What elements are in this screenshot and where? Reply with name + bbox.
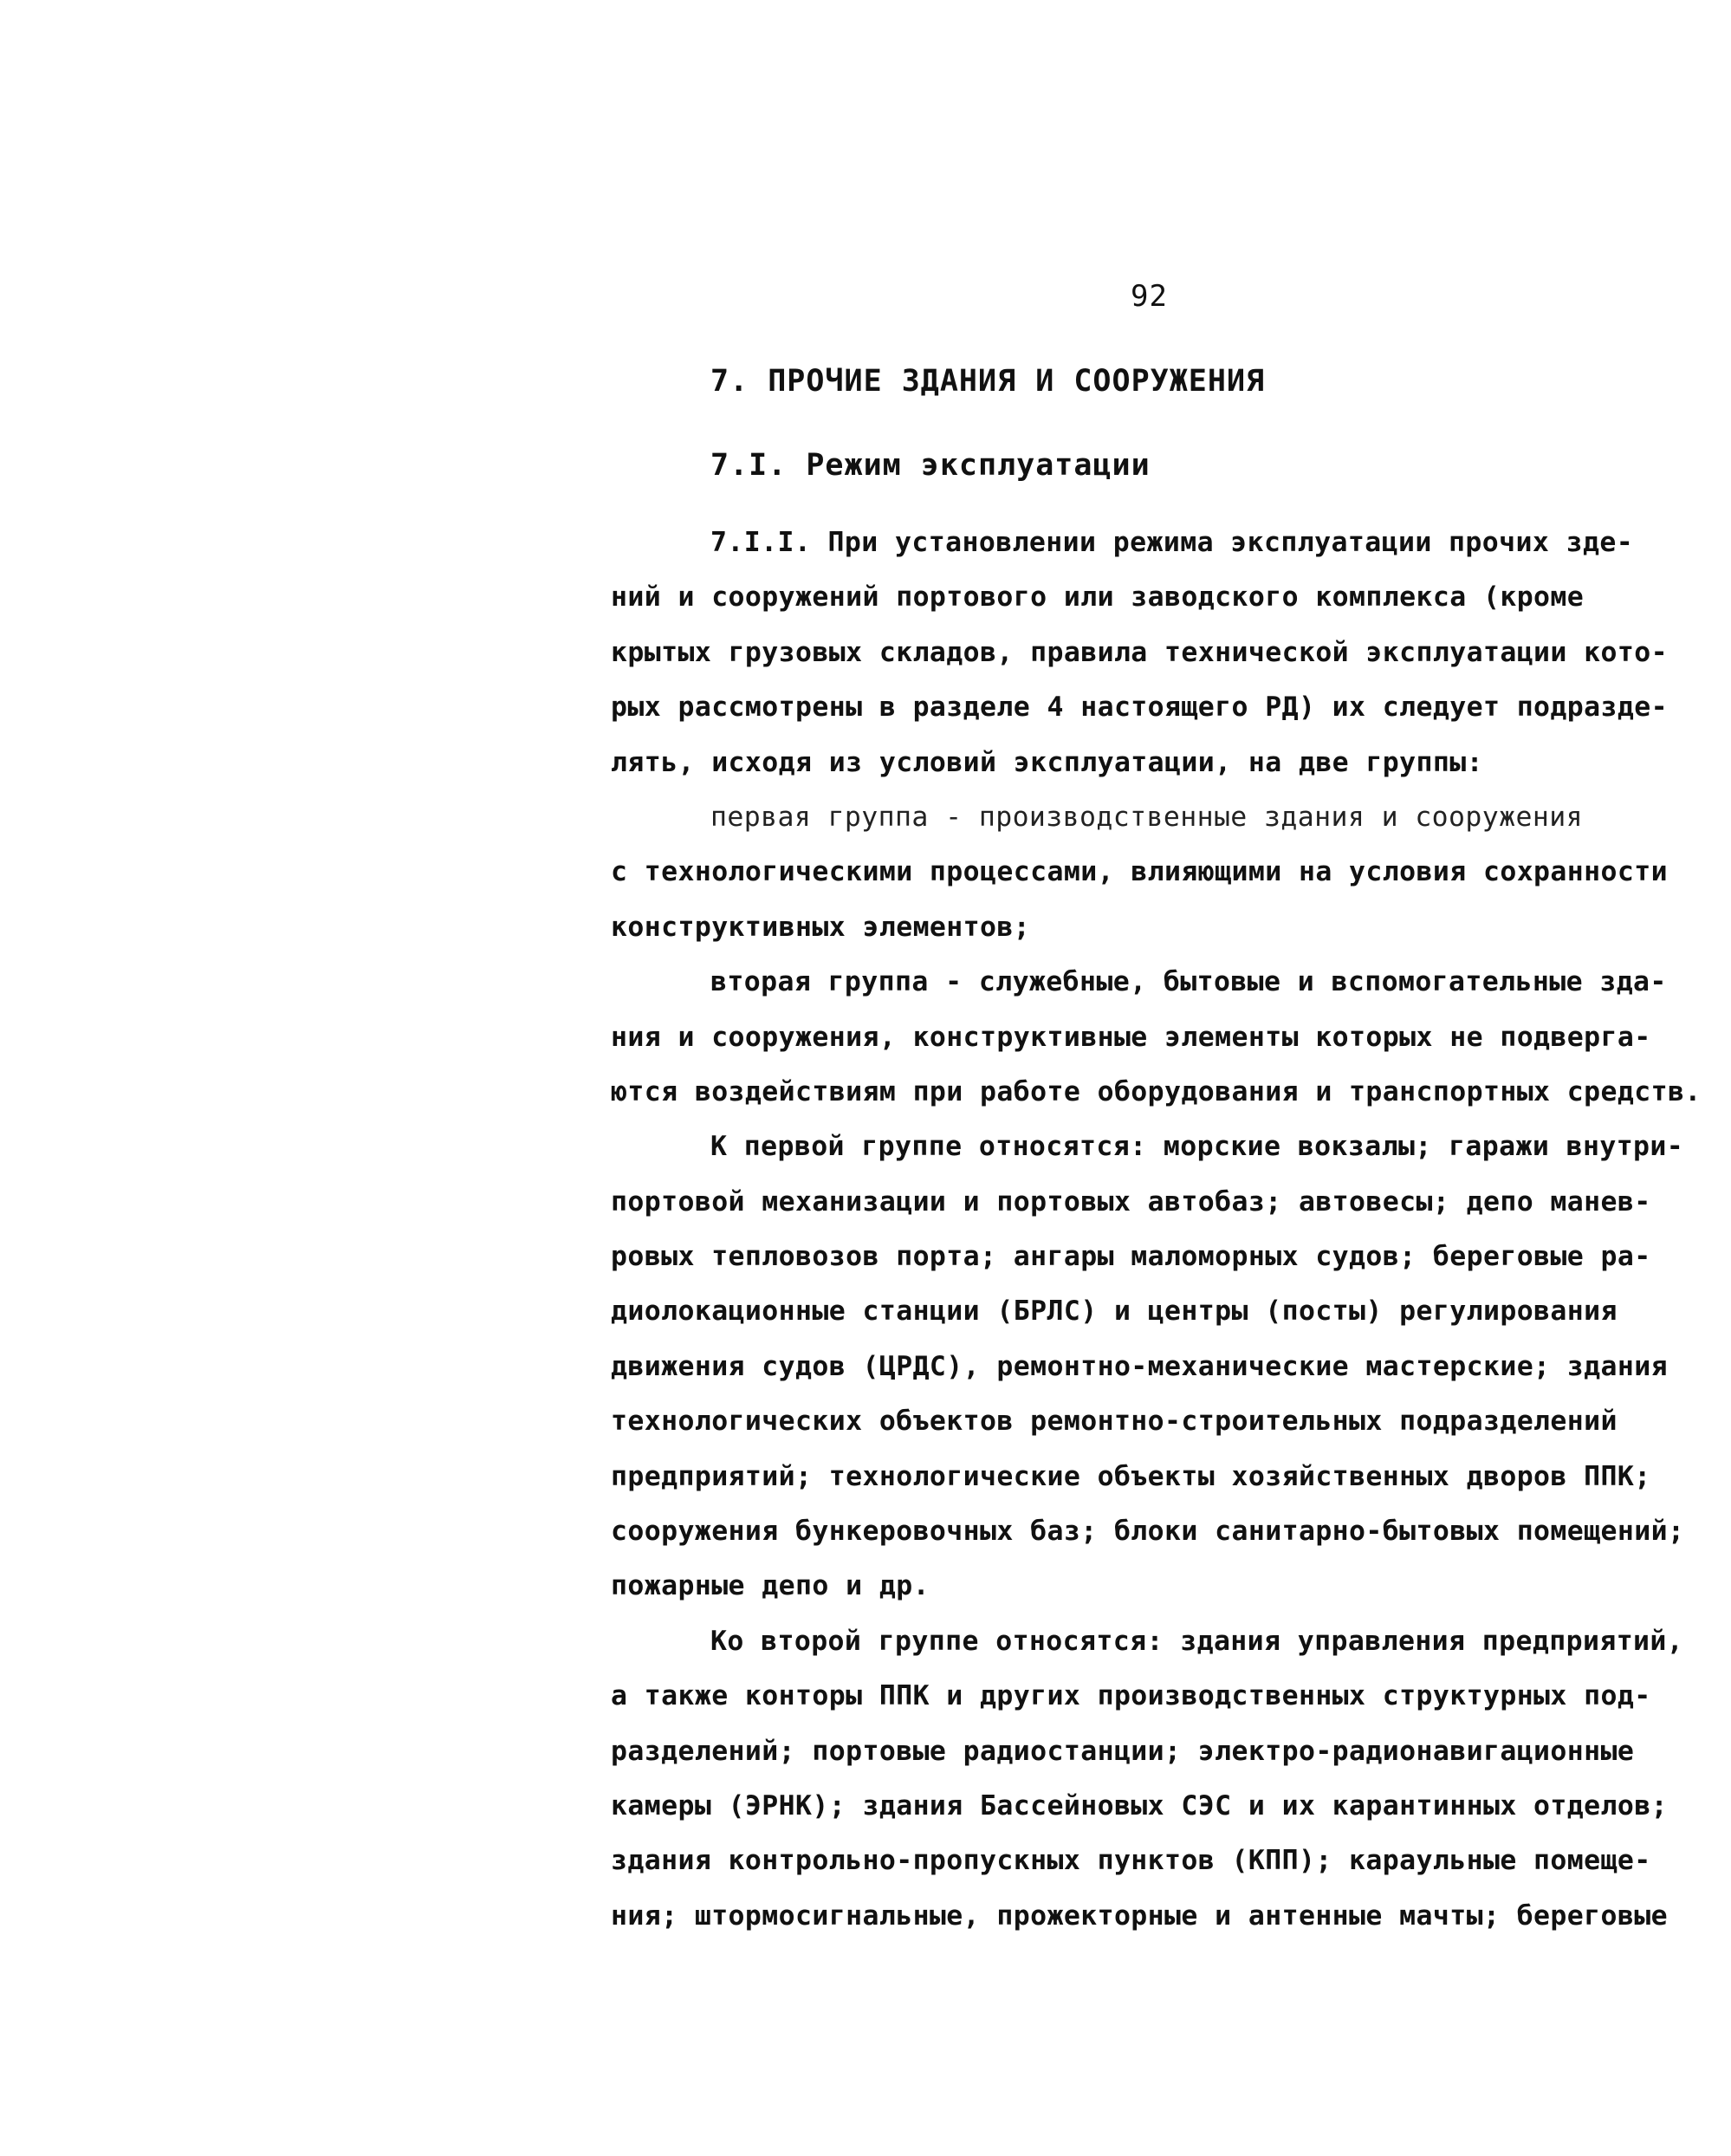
text-line: движения судов (ЦРДС), ремонтно-механические мастерские; здания: [611, 1350, 1668, 1382]
text-line: Ко второй группе относятся: здания управления предприятий,: [710, 1625, 1684, 1657]
text-line: лять, исходя из условий эксплуатации, на две группы:: [611, 746, 1483, 778]
subsection-title: 7.I. Режим эксплуатации: [710, 448, 1151, 483]
text-line: ния; штормосигнальные, прожекторные и антенные мачты; береговые: [611, 1899, 1668, 1932]
text-line: крытых грузовых складов, правила технической эксплуатации кото-: [611, 636, 1668, 668]
text-line: 7.I.I. При установлении режима эксплуатации прочих зде-: [710, 527, 1634, 558]
body-text: [611, 516, 1702, 1944]
text-line: вторая группа - служебные, бытовые и вспомогательные зда-: [710, 966, 1667, 998]
text-line: разделений; портовые радиостанции; электро-радионавигационные: [611, 1735, 1635, 1767]
text-line: а также конторы ППК и других производственных структурных под-: [611, 1680, 1651, 1712]
text-line: конструктивных элементов;: [611, 911, 1031, 943]
text-line: ются воздействиям при работе оборудования и транспортных средств.: [611, 1075, 1702, 1107]
text-line: технологических объектов ремонтно-строительных подразделений: [611, 1406, 1618, 1438]
text-line: ния и сооружения, конструктивные элементы которых не подверга-: [611, 1021, 1651, 1053]
text-line: первая группа - производственные здания и сооружения: [710, 801, 1583, 833]
text-line: с технологическими процессами, влияющими на условия сохранности: [611, 856, 1668, 888]
text-line: предприятий; технологические объекты хозяйственных дворов ППК;: [611, 1460, 1651, 1492]
text-line: камеры (ЭРНК); здания Бассейновых СЭС и их карантинных отделов;: [611, 1789, 1668, 1822]
text-line: сооружения бункеровочных баз; блоки санитарно-бытовых помещений;: [611, 1516, 1685, 1548]
text-line: портовой механизации и портовых автобаз; автовесы; депо манев-: [611, 1185, 1651, 1218]
page-number: 92: [1131, 279, 1168, 314]
text-line: пожарные депо и др.: [611, 1570, 930, 1602]
text-line: здания контрольно-пропускных пунктов (КПП); караульные помеще-: [611, 1845, 1651, 1877]
section-title: 7. ПРОЧИЕ ЗДАНИЯ И СООРУЖЕНИЯ: [710, 364, 1266, 399]
text-line: диолокационные станции (БРЛС) и центры (посты) регулирования: [611, 1296, 1618, 1328]
text-line: ровых тепловозов порта; ангары маломорных судов; береговые ра-: [611, 1241, 1651, 1273]
text-line: ний и сооружений портового или заводского комплекса (кроме: [611, 581, 1585, 614]
text-line: рых рассмотрены в разделе 4 настоящего РД) их следует подразде-: [611, 692, 1668, 724]
text-line: К первой группе относятся: морские вокзалы; гаражи внутри-: [710, 1131, 1684, 1163]
